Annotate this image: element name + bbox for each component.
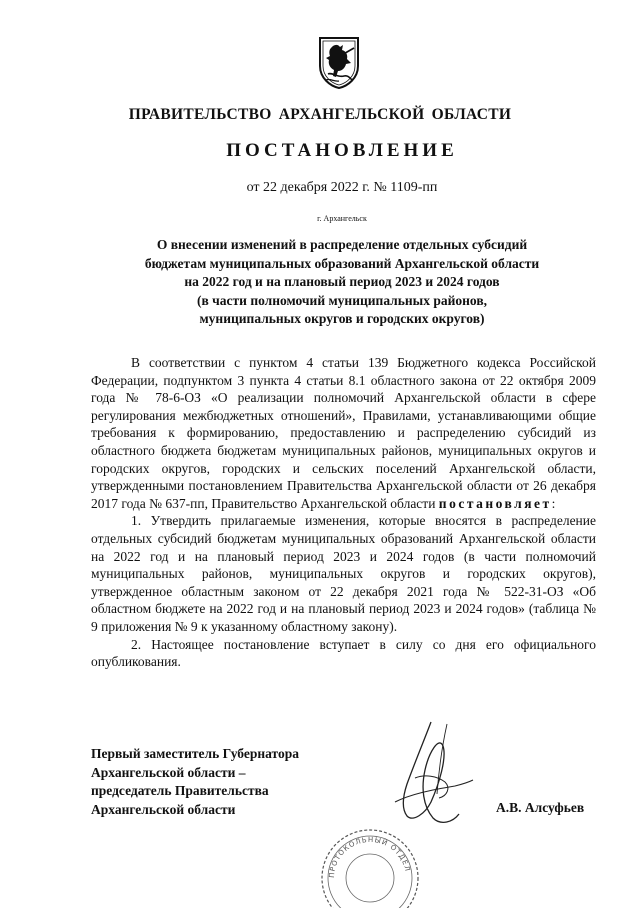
signer-name: А.В. Алсуфьев (496, 800, 585, 815)
signer-position (91, 745, 351, 819)
item-1-paragraph: 1. Утвердить прилагаемые изменения, которые вносятся в распределение отдельных субсидий бюджетам муниципальных образований Архангельской области на 2022 год и на плановый период 2023 и 2024 годов (в части полномочий муниципальных районов, муниципальных округов и городских округов), утвержденное областным законом от 22 декабря 2021 года № 522-31-ОЗ «Об областном бюджете на 2022 год и на плановый период 2023 и 2024 годов» (таблица № 9 приложения № 9 к указанному областному закону). (91, 513, 596, 634)
signer-position-line: Архангельской области (91, 801, 236, 817)
document-type: ПОСТАНОВЛЕНИЕ (226, 140, 458, 161)
preamble-text: В соответствии с пунктом 4 статьи 139 Бюджетного кодекса Российской Федерации, подпунктом 3 пункта 4 статьи 8.1 областного закона от 22 октября 2009 года № 78-6-ОЗ «О реализации полномочий Архангельской области в сфере регулирования межбюджетных отношений», Правилами, устанавливающими общие требования к формированию, предоставлению и распределению субсидий из областного бюджета бюджетам муниципальных районов, муниципальных округов и городских округов, городских и сельских поселений Архангельской области, утвержденными постановлением Правительства Архангельской области от 26 декабря 2017 года № 637-пп, Правительство Архангельской области (91, 355, 596, 511)
signer-position-line: Первый заместитель Губернатора (91, 746, 299, 761)
subject-line: бюджетам муниципальных образований Архангельской области (144, 255, 540, 271)
document-date-number: от 22 декабря 2022 г. № 1109-пп (246, 180, 438, 195)
coat-of-arms-emblem-icon (316, 36, 362, 90)
subject-line: О внесении изменений в распределение отдельных субсидий (156, 237, 528, 252)
svg-text:ПРОТОКОЛЬНЫЙ ОТДЕЛ (328, 836, 412, 878)
preamble-paragraph (91, 354, 596, 512)
subject-line: (в части полномочий муниципальных районов, (197, 292, 487, 308)
document-city: г. Архангельск (317, 214, 367, 223)
subject-line: муниципальных округов и городских округов) (199, 311, 485, 326)
document-subject (110, 236, 574, 329)
resolve-word: постановляет (438, 495, 552, 511)
protocol-department-seal (312, 818, 424, 908)
resolve-colon: : (551, 495, 556, 511)
signer-position-line: председатель Правительства (91, 783, 269, 798)
subject-line: на 2022 год и на плановый период 2023 и 2024 годов (184, 274, 500, 289)
government-title: ПРАВИТЕЛЬСТВО АРХАНГЕЛЬСКОЙ ОБЛАСТИ (128, 106, 512, 123)
document-body (91, 354, 596, 671)
item-2-paragraph: 2. Настоящее постановление вступает в силу со дня его официального опубликования. (91, 636, 596, 670)
signer-position-line: Архангельской области – (91, 764, 246, 780)
seal-text: ПРОТОКОЛЬНЫЙ ОТДЕЛ (327, 835, 412, 879)
